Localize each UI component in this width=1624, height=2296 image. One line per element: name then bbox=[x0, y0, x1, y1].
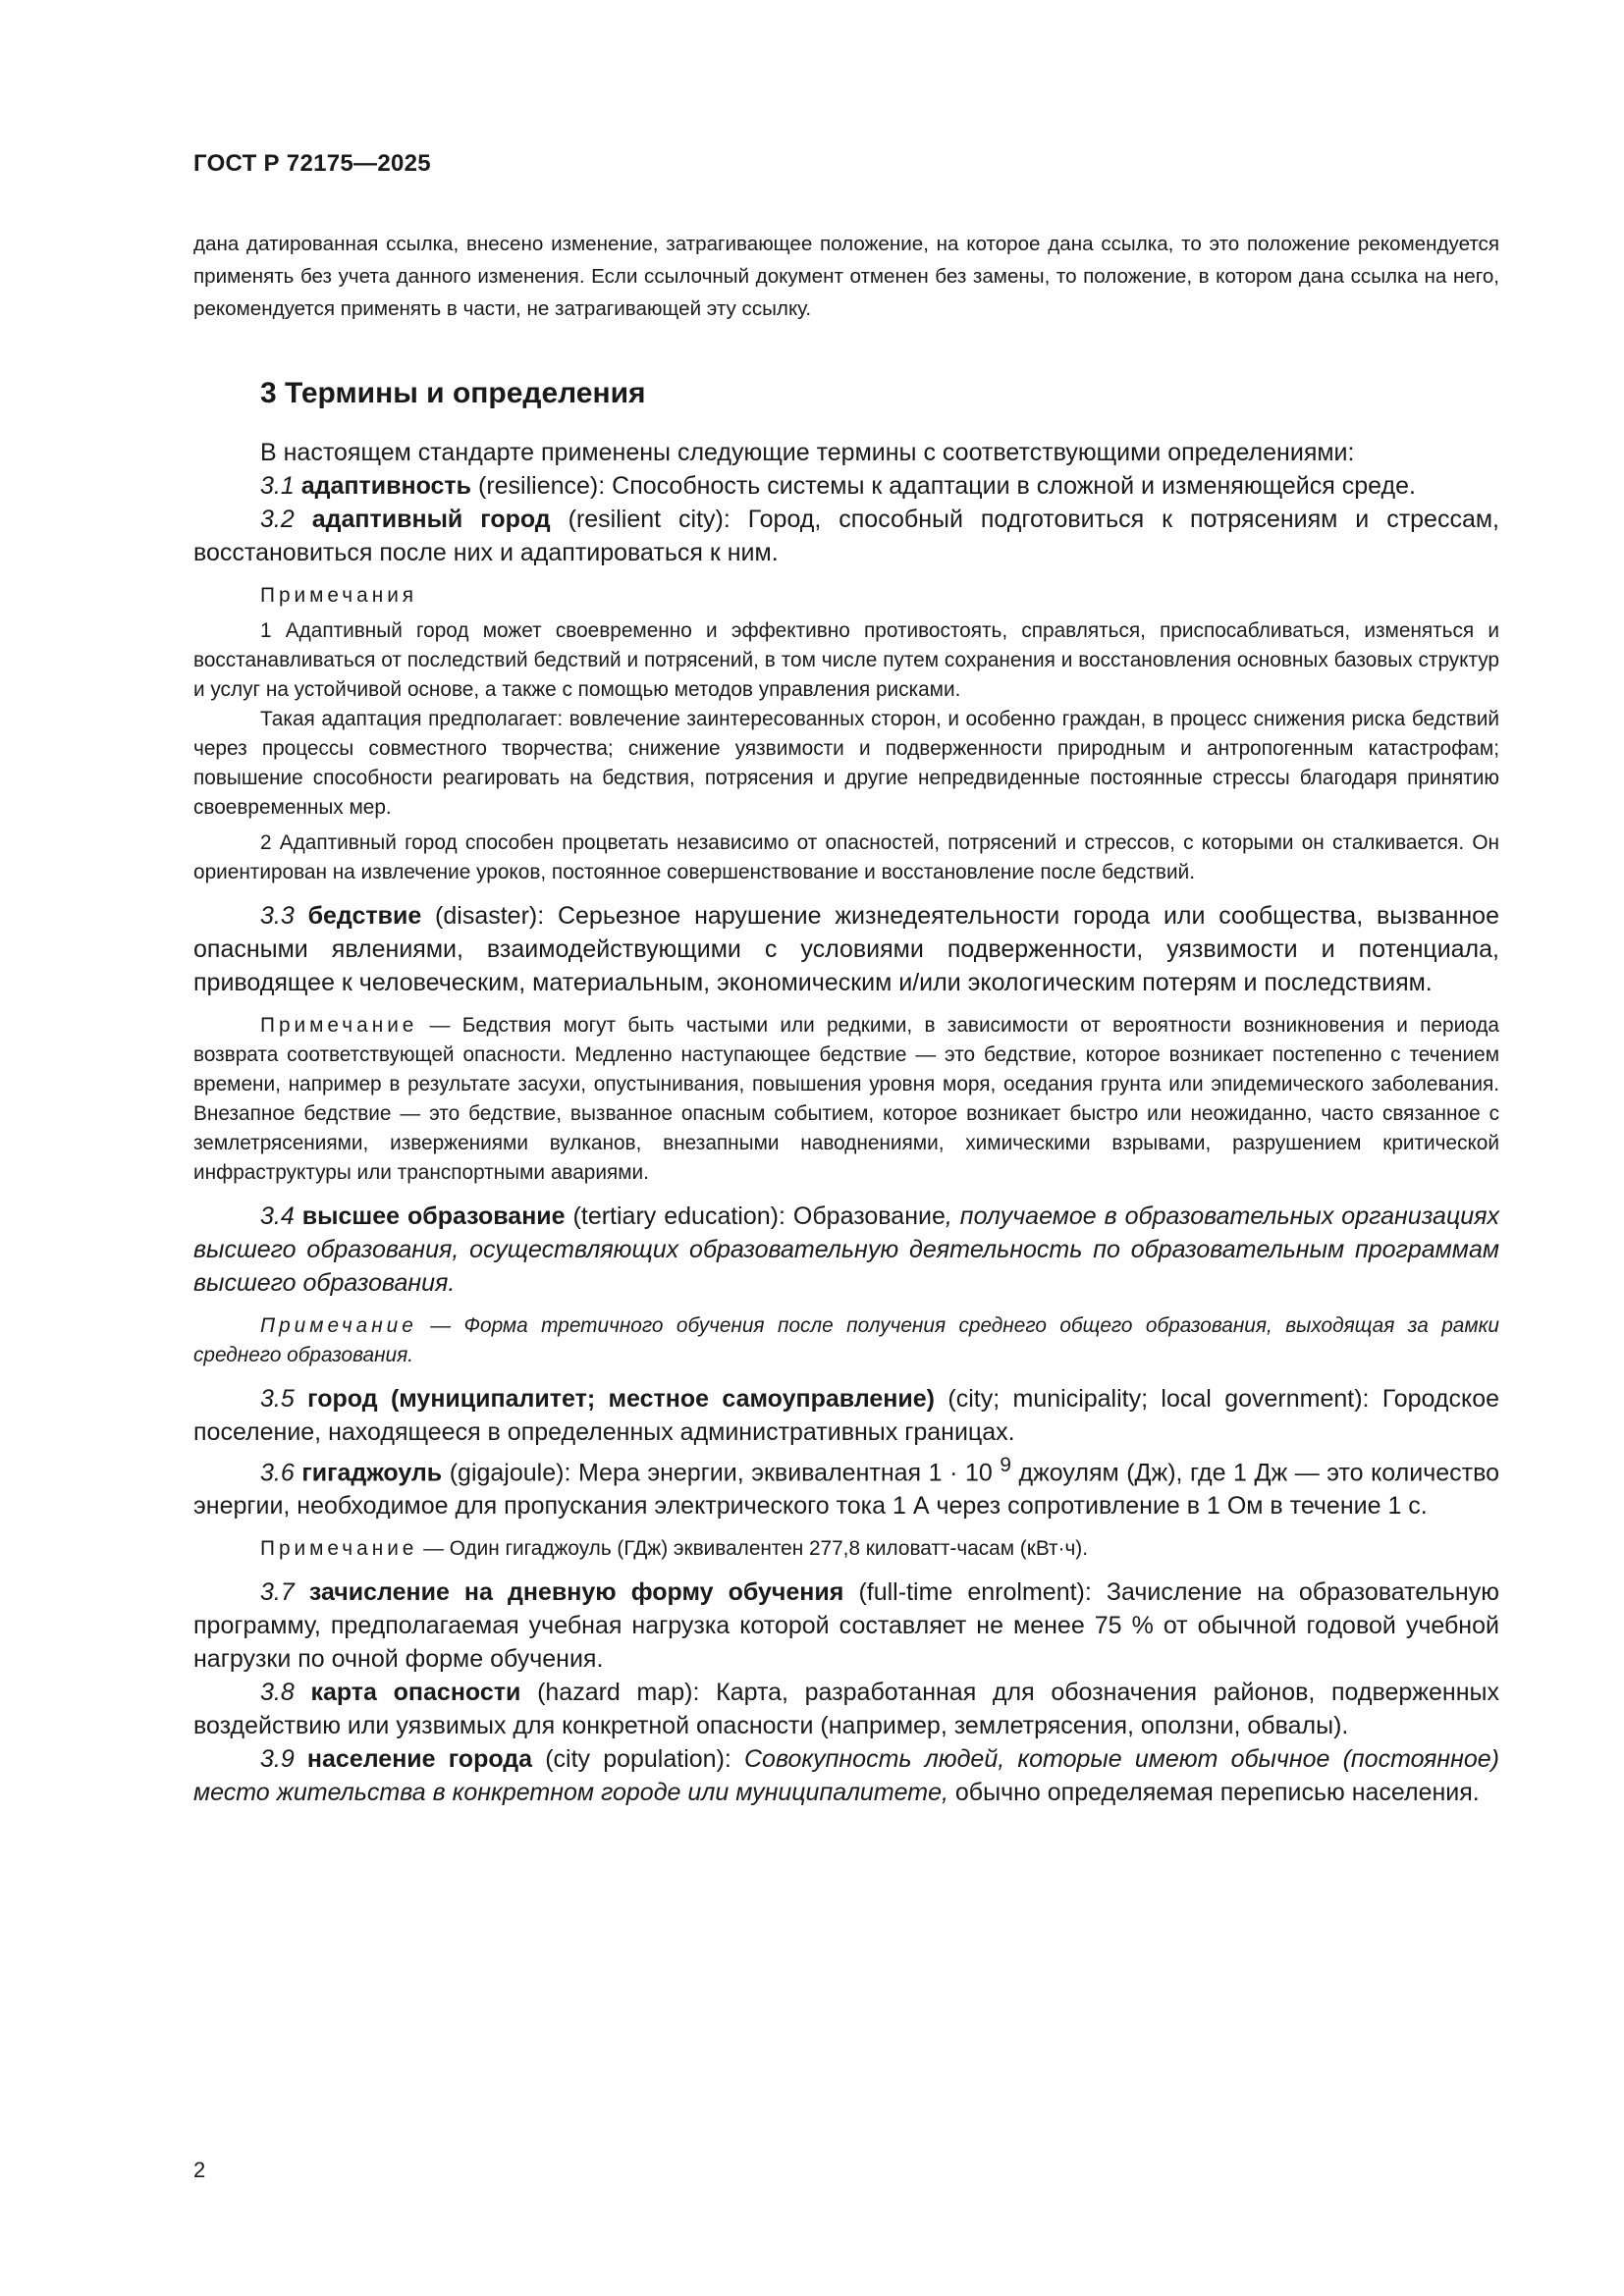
term-english: (full-time enrolment): bbox=[843, 1578, 1107, 1607]
term-english: (hazard map): bbox=[520, 1679, 717, 1707]
term-definition-italic: , получаемое в образовательных организациях высшего образования, осуществляющих образовательную деятельность по образовательным программам высшего образования. bbox=[193, 1202, 1500, 1297]
term-definition: Зачисление на образовательную программу, предполагаемая учебная нагрузка которой составляет не менее 75 % от обычной годовой учебной нагрузки по очной форме обучения. bbox=[193, 1578, 1499, 1674]
intro-paragraph: дана датированная ссылка, внесено изменение, затрагивающее положение, на которое дана ссылка, то это положение рекомендуется применять без учета данного изменения. Если ссылочный документ отменен без замены, то положение, в котором дана ссылка на него, рекомендуется применять в части, не затрагивающей эту ссылку. bbox=[193, 233, 1499, 320]
note-text: — Форма третичного обучения после получения среднего общего образования, выходящая за рамки среднего образования. bbox=[193, 1314, 1499, 1366]
term-3-4 bbox=[193, 1200, 1499, 1300]
term-name: высшее образование bbox=[301, 1202, 566, 1230]
term-english: (city population): bbox=[532, 1745, 744, 1774]
term-3-8 bbox=[193, 1676, 1499, 1742]
term-name: гигаджоуль bbox=[301, 1459, 443, 1487]
term-3-1 bbox=[193, 469, 1499, 503]
term-definition: Мера энергии, эквивалентная 1 · 10 bbox=[577, 1459, 993, 1487]
term-3-3 bbox=[193, 899, 1499, 999]
term-3-7 bbox=[193, 1575, 1499, 1676]
note-text: — Один гигаджоуль (ГДж) эквивалентен 277,8 киловатт-часам (кВт·ч). bbox=[417, 1537, 1088, 1561]
term-definition-italic: Совокупность людей, которые имеют обычное (постоянное) место жительства в конкретном городе или муниципалитете, bbox=[193, 1745, 1499, 1807]
page-number: 2 bbox=[193, 2158, 206, 2182]
notes-heading: Примечания bbox=[260, 584, 418, 607]
note-3-3 bbox=[193, 1011, 1499, 1188]
term-name: город (муниципалитет; местное самоуправление) bbox=[307, 1385, 935, 1413]
term-definition-continued: джоулям (Дж), где 1 Дж — это количество энергии, необходимое для пропускания электрического тока 1 А через сопротивление в 1 Ом в течение 1 с. bbox=[193, 1459, 1500, 1521]
term-number: 3.6 bbox=[260, 1459, 295, 1487]
term-definition: Городское поселение, находящееся в определенных административных границах. bbox=[193, 1385, 1499, 1446]
term-english: (resilient city): bbox=[550, 506, 748, 533]
term-name: адаптивный город bbox=[311, 506, 551, 533]
term-3-5 bbox=[193, 1382, 1499, 1449]
term-3-2 bbox=[193, 503, 1499, 569]
term-number: 3.2 bbox=[260, 506, 295, 533]
term-english: (resilience): bbox=[471, 472, 613, 500]
note-1-continuation: Такая адаптация предполагает: вовлечение заинтересованных сторон, и особенно граждан, в процесс снижения риска бедствий через процессы совместного творчества; снижение уязвимости и подверженности природным и антропогенным катастрофам; повышение способности реагировать на бедствия, потрясения и другие непредвиденные постоянные стрессы благодаря принятию своевременных мер. bbox=[193, 708, 1499, 819]
term-number: 3.4 bbox=[260, 1202, 295, 1230]
term-definition: обычно определяемая переписью населения. bbox=[947, 1779, 1480, 1807]
term-3-9 bbox=[193, 1742, 1499, 1809]
note-2: 2 Адаптивный город способен процветать независимо от опасностей, потрясений и стрессов, с которыми он сталкивается. Он ориентирован на извлечение уроков, постоянное совершенствование и восстановление после бедствий. bbox=[193, 831, 1499, 883]
note-text: — Бедствия могут быть частыми или редкими, в зависимости от вероятности возникновения и периода возврата соответствующей опасности. Медленно наступающее бедствие — это бедствие, которое возникает постепенно с течением времени, например в результате засухи, опустынивания, повышения уровня моря, оседания грунта или эпидемического заболевания. Внезапное бедствие — это бедствие, вызванное опасным событием, которое возникает быстро или неожиданно, часто связанное с землетрясениями, извержениями вулканов, внезапными наводнениями, химическими взрывами, разрушением критической инфраструктуры или транспортными авариями. bbox=[193, 1014, 1499, 1184]
term-number: 3.9 bbox=[260, 1745, 295, 1774]
term-name: бедствие bbox=[307, 902, 422, 930]
term-definition: Способность системы к адаптации в сложной и изменяющейся среде. bbox=[612, 472, 1416, 500]
term-number: 3.8 bbox=[260, 1679, 295, 1707]
term-definition: Город, способный подготовиться к потрясениям и стрессам, восстановиться после них и адаптироваться к ним. bbox=[193, 506, 1499, 566]
term-3-6 bbox=[193, 1449, 1499, 1522]
term-number: 3.7 bbox=[260, 1578, 295, 1607]
term-definition: Карта, разработанная для обозначения районов, подверженных воздействию или уязвимых для конкретной опасности (например, землетрясения, оползни, обвалы). bbox=[193, 1679, 1500, 1740]
document-code: ГОСТ Р 72175—2025 bbox=[193, 150, 431, 177]
note-label: Примечание bbox=[260, 1014, 418, 1037]
term-name: адаптивность bbox=[300, 472, 472, 500]
term-english: (tertiary education): bbox=[565, 1202, 793, 1230]
note-3-4 bbox=[193, 1311, 1499, 1370]
term-english: (city; municipality; local government): bbox=[935, 1385, 1382, 1413]
term-number: 3.5 bbox=[260, 1385, 295, 1413]
term-name: зачисление на дневную форму обучения bbox=[308, 1578, 844, 1607]
section-title: 3 Термины и определения bbox=[260, 377, 646, 409]
note-3-6 bbox=[193, 1534, 1499, 1564]
term-english: (gigajoule): bbox=[442, 1459, 578, 1487]
section-lead: В настоящем стандарте применены следующие термины с соответствующими определениями: bbox=[260, 439, 1355, 466]
note-label: Примечание bbox=[260, 1537, 418, 1561]
exponent: 9 bbox=[1000, 1454, 1011, 1476]
note-label: Примечание bbox=[260, 1314, 417, 1337]
term-definition: Образование bbox=[792, 1202, 946, 1230]
term-name: население города bbox=[306, 1745, 533, 1774]
term-name: карта опасности bbox=[310, 1679, 521, 1707]
section-body bbox=[193, 436, 1499, 1809]
term-definition: Серьезное нарушение жизнедеятельности города или сообщества, вызванное опасными явлениями, взаимодействующими с условиями подверженности, уязвимости и потенциала, приводящее к человеческим, материальным, экономическим и/или экологическим потерям и последствиям. bbox=[193, 902, 1499, 996]
term-number: 3.3 bbox=[260, 902, 295, 930]
term-number: 3.1 bbox=[260, 472, 295, 500]
note-1: 1 Адаптивный город может своевременно и эффективно противостоять, справляться, приспосабливаться, изменяться и восстанавливаться от последствий бедствий и потрясений, в том числе путем сохранения и восстановления основных базовых структур и услуг на устойчивой основе, а также с помощью методов управления рисками. bbox=[193, 619, 1499, 701]
term-english: (disaster): bbox=[421, 902, 558, 930]
